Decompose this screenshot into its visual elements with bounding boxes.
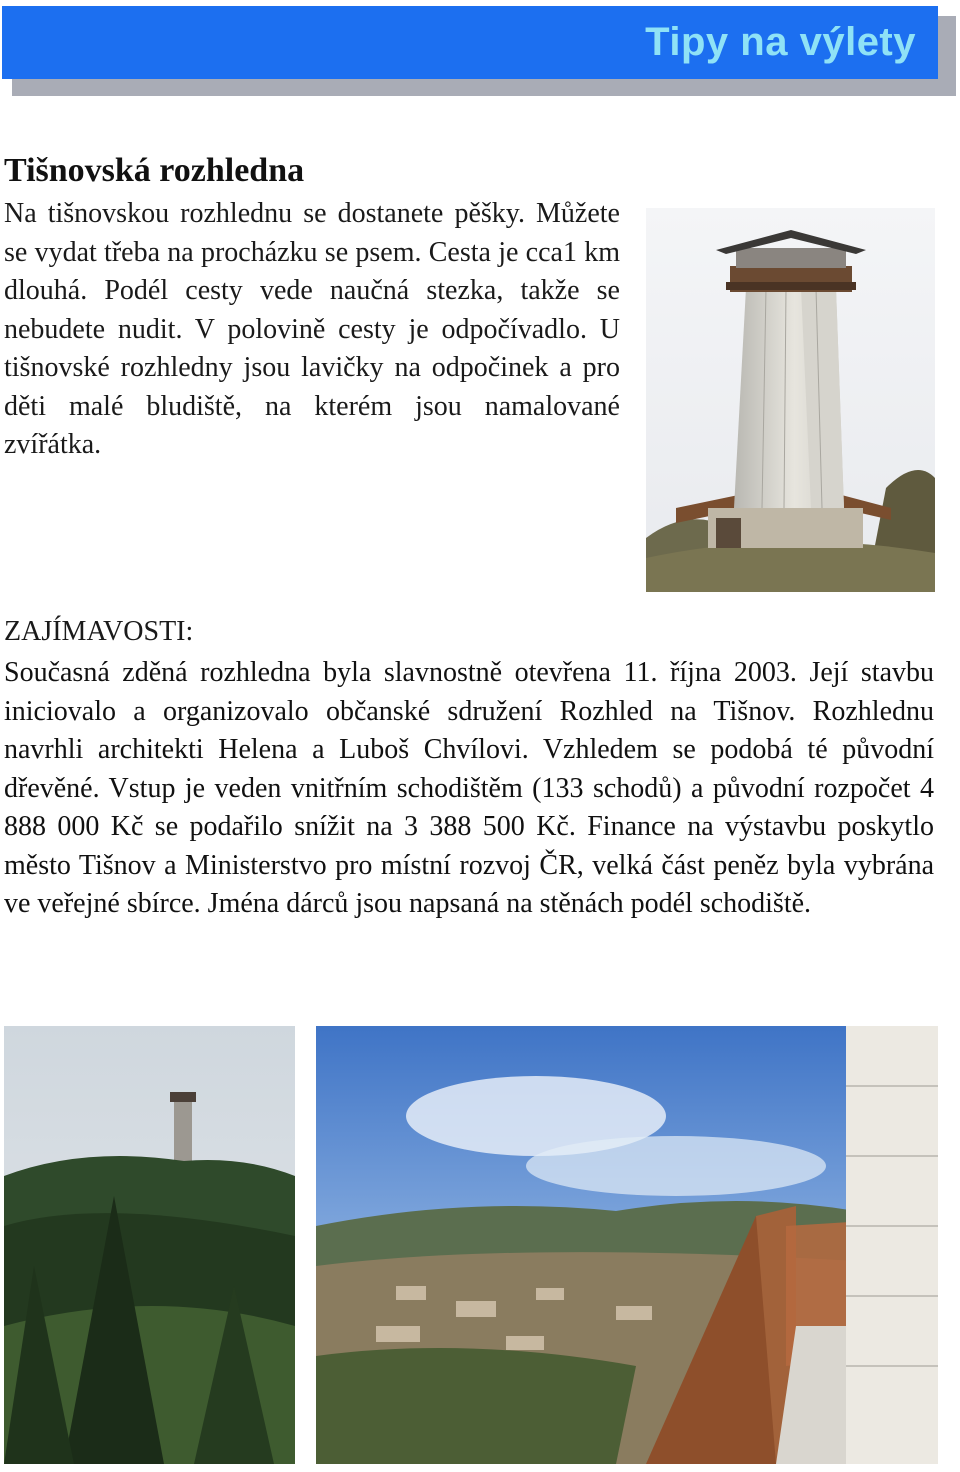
lookout-tower-photo	[646, 208, 935, 592]
article-heading: Tišnovská rozhledna	[4, 152, 305, 189]
facts-label: ZAJÍMAVOSTI:	[4, 616, 194, 647]
forest-tower-photo	[4, 1026, 295, 1464]
page-title: Tipy na výlety	[645, 20, 916, 64]
lookout-view-photo	[316, 1026, 938, 1464]
facts-paragraph: Současná zděná rozhledna byla slavnostně otevřena 11. října 2003. Její stavbu iniciovalo a organizovalo občanské sdružení Rozhled na Tišnov. Rozhlednu navrhli architekti Helena a Luboš Chvílovi. Vzhledem se podobá té původní dřevěné. Vstup je veden vnitřním schodištěm (133 schodů) a původní rozpočet 4 888 000 Kč se podařilo snížit na 3 388 500 Kč. Finance na výstavbu poskytlo město Tišnov a Ministerstvo pro místní rozvoj ČR, velká část peněz byla vybrána ve veřejné sbírce. Jména dárců jsou napsaná na stěnách podél schodiště.	[4, 657, 934, 919]
intro-paragraph: Na tišnovskou rozhlednu se dostanete pěšky. Můžete se vydat třeba na procházku se psem. Cesta je cca1 km dlouhá. Podél cesty vede naučná stezka, takže se nebudete nudit. V polovině cesty je odpočívadlo. U tišnovské rozhledny jsou lavičky na odpočinek a pro děti malé bludiště, na kterém jsou namalované zvířátka.	[4, 198, 620, 460]
header-banner	[2, 6, 938, 79]
